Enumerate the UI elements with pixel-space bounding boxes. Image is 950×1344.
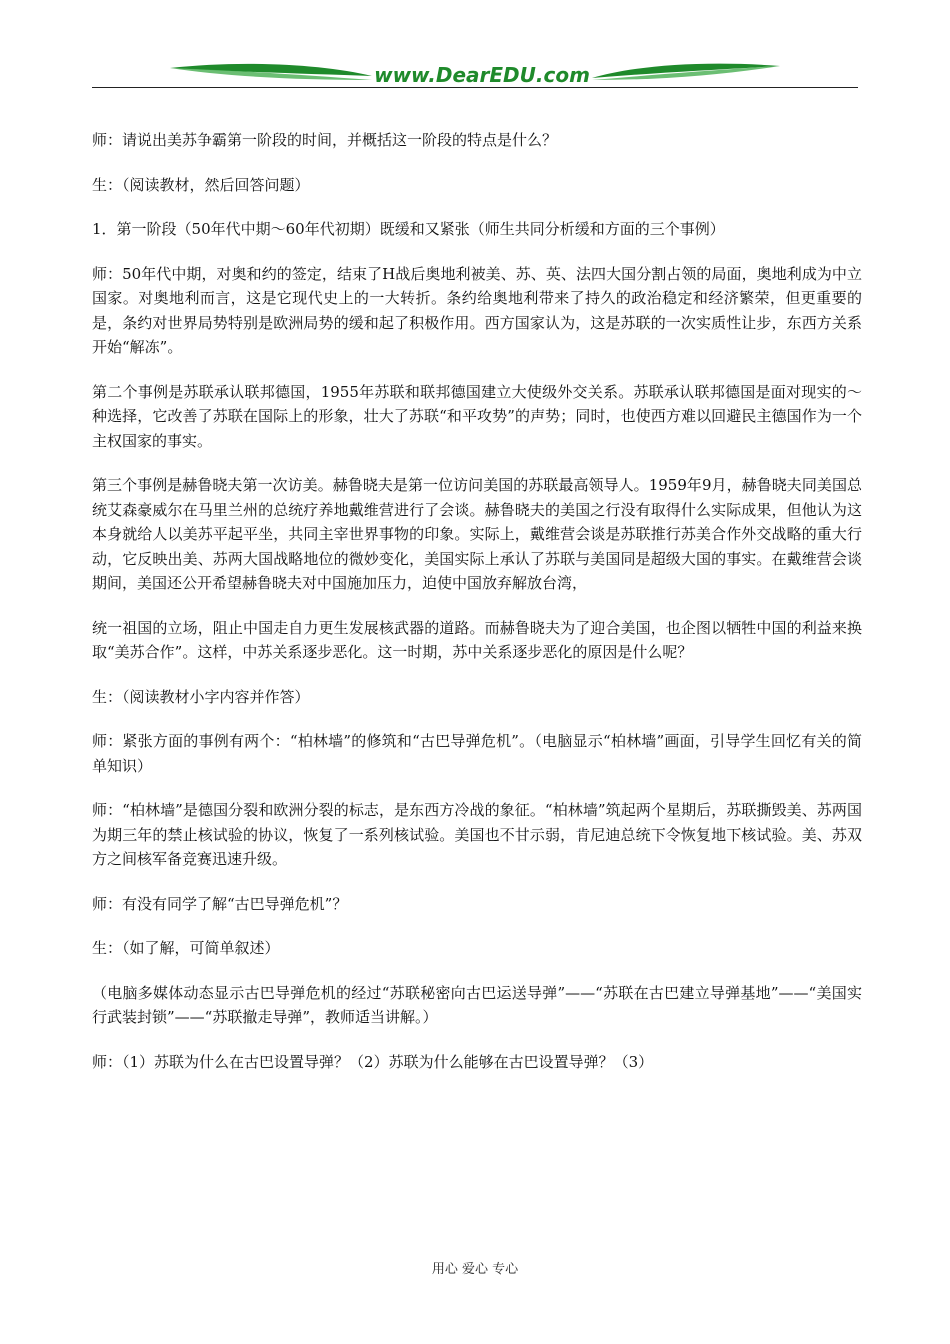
paragraph-3: 1．第一阶段（50年代中期～60年代初期）既缓和又紧张（师生共同分析缓和方面的三个事例） xyxy=(92,220,725,238)
paragraph-8: 生：（阅读教材小字内容并作答） xyxy=(92,687,310,706)
header-divider xyxy=(92,87,858,88)
paragraph-7: 统一祖国的立场，阻止中国走自力更生发展核武器的道路。而赫鲁晓夫为了迎合美国，也企图以牺牲中国的利益来换取“美苏合作”。这样，中苏关系逐步恶化。这一时期，苏中关系逐步恶化的原因是什么呢？ xyxy=(92,618,862,661)
header-logo-banner xyxy=(92,58,858,90)
paragraph-10: 师：“柏林墙”是德国分裂和欧洲分裂的标志，是东西方冷战的象征。“柏林墙”筑起两个星期后，苏联撕毁美、苏两国为期三年的禁止核试验的协议，恢复了一系列核试验。美国也不甘示弱，肯尼迪总统下令恢复地下核试验。美、苏双方之间核军备竞赛迅速升级。 xyxy=(92,801,862,868)
deaeredu-logo xyxy=(92,58,858,90)
paragraph-4: 师：50年代中期，对奥和约的签定，结束了H战后奥地利被美、苏、英、法四大国分割占领的局面，奥地利成为中立国家。对奥地利而言，这是它现代史上的一大转折。条约给奥地利带来了持久的政治稳定和经济繁荣，但更重要的是，条约对世界局势特别是欧洲局势的缓和起了积极作用。西方国家认为，这是苏联的一次实质性让步，东西方关系开始“解冻”。 xyxy=(92,264,862,356)
paragraph-12: 生：（如了解，可简单叙述） xyxy=(92,939,280,957)
page-footer: 用心 爱心 专心 xyxy=(431,1262,519,1277)
paragraph-6: 第三个事例是赫鲁晓夫第一次访美。赫鲁晓夫是第一位访问美国的苏联最高领导人。1959年9月，赫鲁晓夫同美国总统艾森豪威尔在马里兰州的总统疗养地戴维营进行了会谈。赫鲁晓夫的美国之行没有取得什么实际成果，但他认为这本身就给人以美苏平起平坐，共同主宰世界事物的印象。实际上，戴维营会谈是苏联推行苏美合作外交战略的重大行动，它反映出美、苏两大国战略地位的微妙变化，美国实际上承认了苏联与美国同是超级大国的事实。在戴维营会谈期间，美国还公开希望赫鲁晓夫对中国施加压力，迫使中国放弃解放台湾， xyxy=(92,476,862,592)
paragraph-2: 生：（阅读教材，然后回答问题） xyxy=(92,175,310,194)
paragraph-11: 师：有没有同学了解“古巴导弹危机”？ xyxy=(92,894,348,913)
document-body xyxy=(92,128,862,1074)
paragraph-1: 师：请说出美苏争霸第一阶段的时间，并概括这一阶段的特点是什么？ xyxy=(92,131,558,149)
paragraph-13: （电脑多媒体动态显示古巴导弹危机的经过“苏联秘密向古巴运送导弹”——“苏联在古巴建立导弹基地”——“美国实行武装封锁”——“苏联撤走导弹”，教师适当讲解。） xyxy=(92,983,862,1026)
paragraph-14: 师：（1）苏联为什么在古巴设置导弹？（2）苏联为什么能够在古巴设置导弹？（3） xyxy=(92,1052,654,1071)
site-name-logo-text: www.DearEDU.com xyxy=(374,63,590,87)
paragraph-5: 第二个事例是苏联承认联邦德国，1955年苏联和联邦德国建立大使级外交关系。苏联承认联邦德国是面对现实的～种选择，它改善了苏联在国际上的形象，壮大了苏联“和平攻势”的声势；同时，也使西方难以回避民主德国作为一个主权国家的事实。 xyxy=(92,382,862,450)
paragraph-9: 师：紧张方面的事例有两个：“柏林墙”的修筑和“古巴导弹危机”。（电脑显示“柏林墙”画面，引导学生回忆有关的简单知识） xyxy=(92,732,862,775)
